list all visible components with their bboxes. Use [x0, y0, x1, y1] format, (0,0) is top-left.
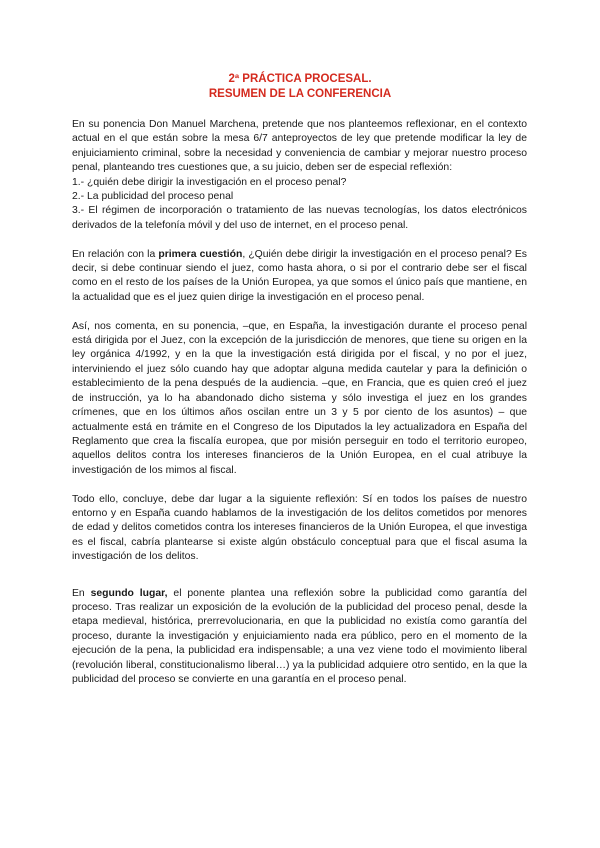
- p4-bold: segundo lugar,: [90, 587, 168, 599]
- title-line-2: RESUMEN DE LA CONFERENCIA: [208, 87, 392, 100]
- paragraph-conclusion: Todo ello, concluye, debe dar lugar a la siguiente reflexión: Sí en todos los países de nuestro entorno y en España cuando hablamos de la investigación de los delitos cometidos por menores de edad y delitos cometidos contra los intereses financieros de la Unión Europea, el que investiga es el fiscal, cabría plantearse si existe algún obstáculo conceptual para que el fiscal asuma la investigación de los delitos.: [72, 493, 527, 563]
- paragraph-second-point: [72, 587, 527, 688]
- paragraph-spain-france: Así, nos comenta, en su ponencia, –que, en España, la investigación durante el proceso penal está dirigida por el Juez, con la excepción de la jurisdicción de menores, que tiene su origen en la ley orgánica 4/1992, y en la que la investigación está dirigida por el fiscal, y no por el juez, interviniendo el juez sólo cuando hay que adoptar alguna medida cautelar y para la definición o establecimiento de la pena después de la audiencia. –que, en Francia, que es quien creó el juez de instrucción, ya lo ha abandonado dicho sistema y sólo investiga el juez en los grandes crímenes, que en los últimos años oscilan entre un 3 y 5 por ciento de los asuntos) – que actualmente está en trámite en el Congreso de los Diputados la ley actualizadora en España del Reglamento que crea la fiscalía europea, que por misión perseguir en todo el territorio europeo, aquellos delitos contra los intereses financieros de la Unión Europea, en el cual atribuye la investigación de los mimos al fiscal.: [72, 320, 527, 476]
- title-line-1: 2ª PRÁCTICA PROCESAL.: [228, 73, 372, 85]
- p1-bold: primera cuestión: [158, 248, 243, 260]
- document-title: [0, 72, 600, 101]
- question-1: 1.- ¿quién debe dirigir la investigación en el proceso penal?: [72, 176, 347, 188]
- question-3: 3.- El régimen de incorporación o tratamiento de las nuevas tecnologías, los datos electrónicos derivados de la telefonía móvil y del uso de internet, en el proceso penal.: [72, 205, 527, 231]
- p4-lead: En: [72, 587, 91, 599]
- p1-lead: En relación con la: [72, 248, 159, 260]
- question-2: 2.- La publicidad del proceso penal: [72, 191, 234, 203]
- intro-paragraph: En su ponencia Don Manuel Marchena, pretende que nos planteemos reflexionar, en el contexto actual en el que están sobre la mesa 6/7 anteproyectos de ley que pretende modificar la ley de enjuiciamiento criminal, sobre la necesidad y conveniencia de cambiar y mejorar nuestro proceso penal, planteando tres cuestiones que, a su juicio, deben ser de especial reflexión:: [72, 119, 527, 174]
- p4-rest: el ponente plantea una reflexión sobre la publicidad como garantía del proceso. Tras realizar un exposición de la evolución de la publicidad del proceso penal, desde la etapa medieval, histórica, prerrevolucionaria, en que la publicidad no existía como garantía del proceso, durante la investigación y enjuiciamiento nada era público, pero en el momento de la ejecución de la pena, la publicidad era indispensable; a una vez viene todo el movimiento liberal (revolución liberal, constitucionalismo liberal…) ya la publicidad adquiere otro sentido, en la que la publicidad del proceso se convierte en una garantía en el proceso penal.: [72, 587, 527, 685]
- p1-rest: , ¿Quién debe dirigir la investigación en el proceso penal? Es decir, si debe continuar siendo el juez, como hasta ahora, o si por el contrario debe ser el fiscal como en el resto de los países de la Unión Europea, ya que somos el único país que mantiene, en la actualidad que es el juez quien dirige la investigación en el proceso penal.: [72, 248, 527, 303]
- document-body: [72, 118, 527, 687]
- paragraph-first-question: [72, 248, 527, 306]
